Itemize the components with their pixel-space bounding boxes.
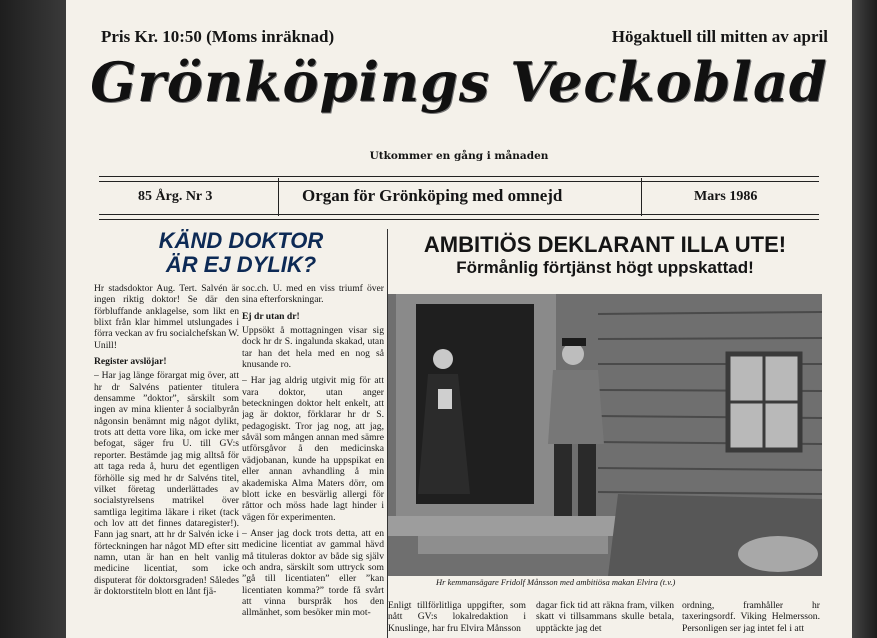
- organ-subtitle: Organ för Grönköping med omnejd: [302, 186, 563, 205]
- band-top-rule-2: [99, 181, 819, 182]
- doctor-headline-line1: KÄND DOKTOR: [158, 228, 324, 253]
- band-divider: [641, 178, 642, 216]
- price-label: Pris Kr. 10:50 (Moms inräknad): [101, 27, 335, 46]
- newspaper-page: [66, 0, 852, 638]
- article-paragraph: – Har jag länge förargat mig över, att hr dr Salvéns patienter titulera densamme ”doktor”, särskilt som ingen av mina klienter å socialbyrån någonsin benämnt mig något dylikt, trots att detta vore lika, om icke mer befogat, säger fru U. till GV:s reporter. Bestämde jag mig alltså för att taga reda å, huru det egentligen förhölle sig med hr dr Salvéns titel, vilket företag underlättades av socialstyrelsens matrikel över samtliga legitima läkare i riket (tack och lov att det finnes dataregister!). Fann jag snart, att hr dr Salvén icke i förteckningen har något MD efter sitt namn, utan är han en helt vanlig medicine licentiat, som icke disputerat för doktorsgraden! Således är doktorstiteln blott en lånt fjä-: [94, 370, 239, 597]
- tax-article-column-2: dagar fick tid att räkna fram, vilken skatt vi tillsammans skulle betala, upptäckte jag det: [536, 600, 674, 634]
- article-subhead: Ej dr utan dr!: [242, 310, 300, 322]
- masthead-tagline: Utkommer en gång i månaden: [369, 150, 549, 162]
- doctor-article-column-1: [94, 283, 239, 638]
- band-divider: [278, 178, 279, 216]
- article-paragraph: – Har jag aldrig utgivit mig för att vara doktor, utan anger beteckningen doktor helt enkelt, att jag är doktor, förklarar hr dr S. pedagogiskt. Tror jag nog, att jag, såväl som mången annan med sämre utförsgåvor å den medicinska vädjobanan, kunde ha uppspikat en eller annan avhandling å min akademiska Alma Maters dörr, om blott icke en besvärlig allergi för råttor och möss hade lagt hinder i vägen för experimenten.: [242, 375, 384, 523]
- topical-note: Högaktuell till mitten av april: [611, 27, 828, 46]
- farmhouse-photo: [388, 294, 822, 576]
- doctor-headline-line2: ÄR EJ DYLIK?: [165, 252, 317, 277]
- band-top-rule: [99, 176, 819, 177]
- right-background: [852, 0, 877, 638]
- masthead-title: Grönköpings Veckoblad: [90, 50, 828, 114]
- doctor-headline: [126, 229, 356, 277]
- article-paragraph: – Anser jag dock trots detta, att en medicine licentiat av gammal hävd må tituleras doktor av både sig själv och andra, särskilt som uttryck som ”gå till licentiaten” eller ”kan licentiaten komma?” torde få svårt att vinna burspråk hos den allmänhet, som besöker min mot-: [242, 527, 384, 619]
- tax-headline: AMBITIÖS DEKLARANT ILLA UTE!: [423, 232, 787, 257]
- band-bottom-rule-2: [99, 219, 819, 220]
- photo-illustration: [388, 294, 822, 576]
- issue-number: 85 Årg. Nr 3: [138, 189, 213, 204]
- left-background: [0, 0, 66, 638]
- band-bottom-rule: [99, 214, 819, 215]
- article-paragraph: soc.ch. U. med en viss triumf över sina efterforskningar.: [242, 283, 384, 306]
- article-subhead: Register avslöjar!: [94, 356, 167, 368]
- issue-date: Mars 1986: [694, 189, 758, 204]
- tax-article-column-1: Enligt tillförlitliga uppgifter, som nått GV:s lokalredaktion i Knuslinge, har fru Elvira Månsson: [388, 600, 526, 634]
- doctor-article-column-2: [242, 283, 384, 638]
- photo-caption: Hr kemmansägare Fridolf Månsson med ambitiösa makan Elvira (t.v.): [436, 577, 676, 587]
- tax-article-column-3: ordning, framhåller hr taxeringsordf. Viking Helmersson. Personligen ser jag intet fel i att: [682, 600, 820, 634]
- article-paragraph: Hr stadsdoktor Aug. Tert. Salvén är ingen riktig doktor! Se där den förbluffande anklagelse, som likt en blixt från klar himmel utslungades i förra veckan av fru socialchefskan W. Unill!: [94, 283, 239, 351]
- tax-subheadline: Förmånlig förtjänst högt uppskattad!: [456, 258, 754, 277]
- article-paragraph: Uppsökt å mottagningen visar sig dock hr dr S. ingalunda skakad, utan tar han det hela med en nog så knusande ro.: [242, 325, 384, 371]
